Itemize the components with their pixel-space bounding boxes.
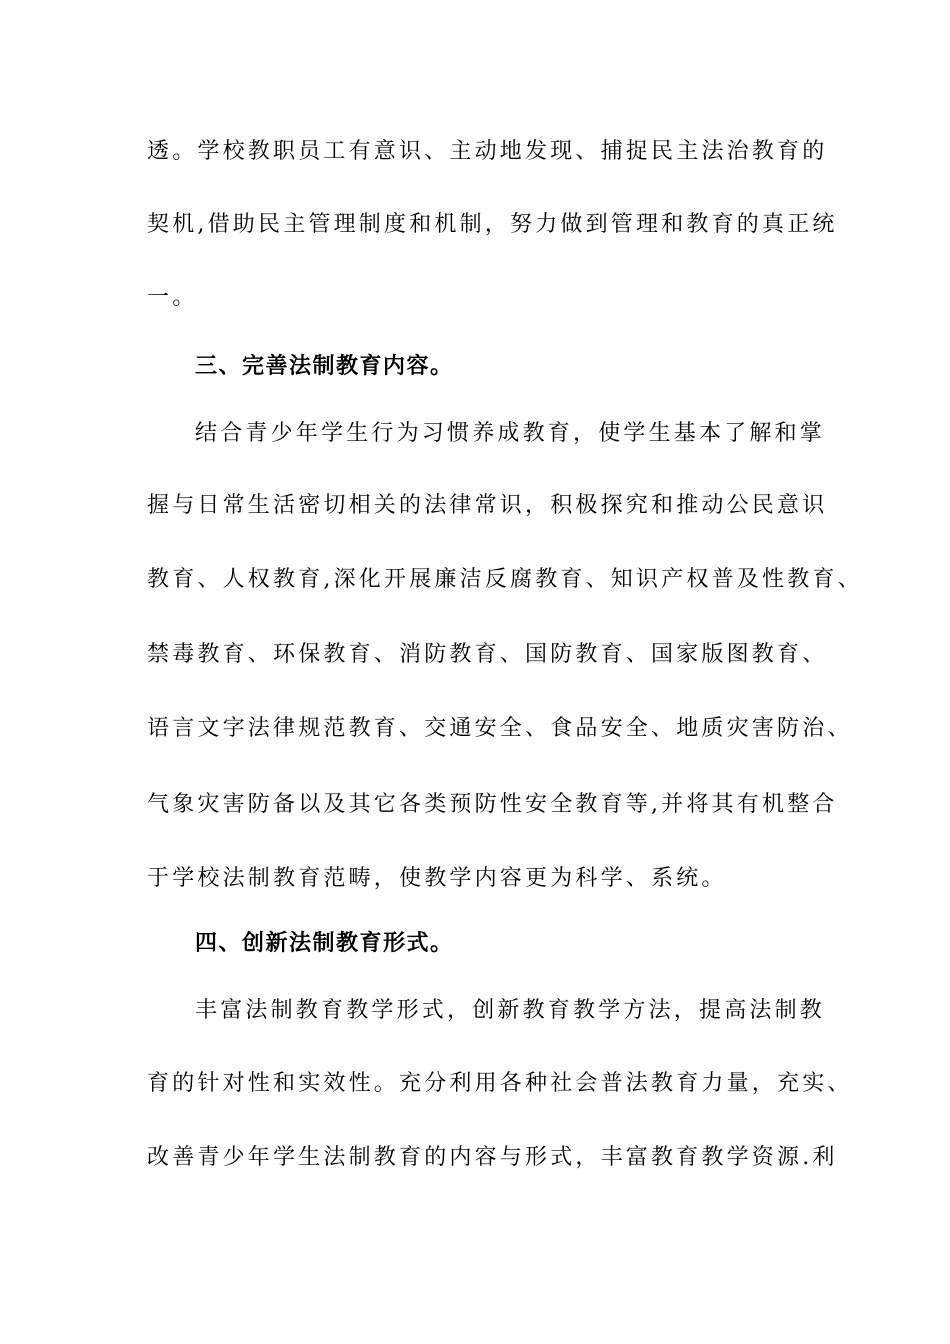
paragraph-line: 于学校法制教育范畴，使教学内容更为科学、系统。 — [147, 866, 727, 891]
paragraph-line: 一。 — [147, 285, 198, 310]
paragraph-line: 语言文字法律规范教育、交通安全、食品安全、地质灾害防治、 — [147, 716, 853, 741]
section-heading: 四、创新法制教育形式。 — [195, 930, 454, 956]
paragraph-line: 结合青少年学生行为习惯养成教育，使学生基本了解和掌 — [195, 421, 826, 446]
paragraph-line: 丰富法制教育教学形式，创新教育教学方法，提高法制教 — [195, 998, 826, 1023]
paragraph-line: 禁毒教育、环保教育、消防教育、国防教育、国家版图教育、 — [147, 642, 828, 667]
paragraph-line: 契机,借助民主管理制度和机制，努力做到管理和教育的真正统 — [147, 212, 838, 237]
paragraph-line: 育的针对性和实效性。充分利用各种社会普法教育力量，充实、 — [147, 1071, 853, 1096]
paragraph-line: 改善青少年学生法制教育的内容与形式，丰富教育教学资源.利 — [147, 1145, 838, 1170]
paragraph-line: 握与日常生活密切相关的法律常识，积极探究和推动公民意识 — [147, 493, 828, 518]
paragraph-line: 气象灾害防备以及其它各类预防性安全教育等,并将其有机整合 — [147, 792, 838, 817]
section-heading: 三、完善法制教育内容。 — [195, 353, 454, 379]
paragraph-line: 教育、人权教育,深化开展廉洁反腐教育、知识产权普及性教育、 — [147, 567, 863, 592]
paragraph-line: 透。学校教职员工有意识、主动地发现、捕捉民主法治教育的 — [147, 139, 828, 164]
